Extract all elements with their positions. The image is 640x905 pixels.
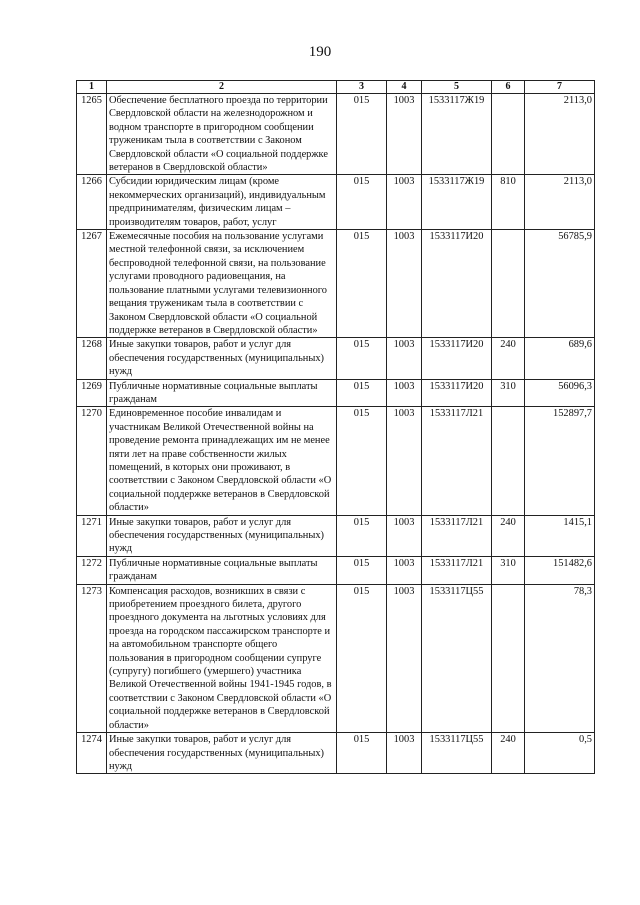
target-code: 1533117Ц55 (422, 584, 492, 732)
section-code: 1003 (387, 407, 422, 515)
expense-type-code: 240 (492, 733, 525, 774)
row-number: 1271 (77, 515, 107, 556)
admin-code: 015 (337, 379, 387, 407)
admin-code: 015 (337, 230, 387, 338)
row-name: Иные закупки товаров, работ и услуг для обеспечения государственных (муниципальных) нужд (107, 338, 337, 379)
amount: 56096,3 (525, 379, 595, 407)
target-code: 1533117Ж19 (422, 94, 492, 175)
header-cell: 5 (422, 81, 492, 94)
row-number: 1274 (77, 733, 107, 774)
target-code: 1533117И20 (422, 230, 492, 338)
section-code: 1003 (387, 556, 422, 584)
section-code: 1003 (387, 175, 422, 230)
header-cell: 2 (107, 81, 337, 94)
table-row (77, 515, 595, 556)
target-code: 1533117И20 (422, 338, 492, 379)
row-name: Публичные нормативные социальные выплаты гражданам (107, 379, 337, 407)
row-name: Ежемесячные пособия на пользование услугами местной телефонной связи, за исключением беспроводной телефонной связи, на пользование услугами проводного радиовещания, на пользование платными услугами телевизионного вещания труженикам тыла в соответствии с Законом Свердловской области «О социальной поддержке ветеранов в Свердловской области» (107, 230, 337, 338)
table-row (77, 230, 595, 338)
section-code: 1003 (387, 338, 422, 379)
row-name: Обеспечение бесплатного проезда по территории Свердловской области на железнодорожном и водном транспорте в пригородном сообщении труженикам тыла в соответствии с Законом Свердловской области «О социальной поддержке ветеранов в Свердловской области» (107, 94, 337, 175)
admin-code: 015 (337, 584, 387, 732)
row-number: 1265 (77, 94, 107, 175)
expense-type-code: 310 (492, 379, 525, 407)
admin-code: 015 (337, 407, 387, 515)
amount: 0,5 (525, 733, 595, 774)
admin-code: 015 (337, 733, 387, 774)
expense-type-code (492, 94, 525, 175)
table-row (77, 407, 595, 515)
section-code: 1003 (387, 515, 422, 556)
amount: 2113,0 (525, 94, 595, 175)
admin-code: 015 (337, 338, 387, 379)
header-cell: 4 (387, 81, 422, 94)
expense-type-code: 240 (492, 515, 525, 556)
row-name: Субсидии юридическим лицам (кроме некоммерческих организаций), индивидуальным предпринимателям, физическим лицам – производителям товаров, работ, услуг (107, 175, 337, 230)
table-row (77, 175, 595, 230)
row-number: 1267 (77, 230, 107, 338)
target-code: 1533117Л21 (422, 407, 492, 515)
row-name: Публичные нормативные социальные выплаты гражданам (107, 556, 337, 584)
page-number: 190 (308, 44, 332, 60)
header-cell: 1 (77, 81, 107, 94)
expense-type-code (492, 407, 525, 515)
row-name: Иные закупки товаров, работ и услуг для обеспечения государственных (муниципальных) нужд (107, 733, 337, 774)
section-code: 1003 (387, 379, 422, 407)
row-name: Единовременное пособие инвалидам и участникам Великой Отечественной войны на проведение ремонта принадлежащих им не менее пяти лет на праве собственности жилых помещений, в которых они проживают, в соответствии с Законом Свердловской области «О социальной поддержке ветеранов в Свердловской области» (107, 407, 337, 515)
row-number: 1272 (77, 556, 107, 584)
table-row (77, 338, 595, 379)
amount: 689,6 (525, 338, 595, 379)
row-number: 1269 (77, 379, 107, 407)
header-cell: 6 (492, 81, 525, 94)
expense-type-code: 310 (492, 556, 525, 584)
row-name: Иные закупки товаров, работ и услуг для обеспечения государственных (муниципальных) нужд (107, 515, 337, 556)
admin-code: 015 (337, 175, 387, 230)
section-code: 1003 (387, 230, 422, 338)
admin-code: 015 (337, 94, 387, 175)
budget-table (76, 80, 595, 774)
section-code: 1003 (387, 584, 422, 732)
row-number: 1270 (77, 407, 107, 515)
target-code: 1533117Л21 (422, 556, 492, 584)
table-row (77, 379, 595, 407)
target-code: 1533117Ж19 (422, 175, 492, 230)
section-code: 1003 (387, 733, 422, 774)
row-number: 1273 (77, 584, 107, 732)
admin-code: 015 (337, 556, 387, 584)
row-number: 1268 (77, 338, 107, 379)
table-row (77, 94, 595, 175)
table-row (77, 584, 595, 732)
amount: 152897,7 (525, 407, 595, 515)
header-cell: 7 (525, 81, 595, 94)
expense-type-code: 810 (492, 175, 525, 230)
amount: 151482,6 (525, 556, 595, 584)
target-code: 1533117И20 (422, 379, 492, 407)
amount: 78,3 (525, 584, 595, 732)
header-row (77, 81, 595, 94)
target-code: 1533117Ц55 (422, 733, 492, 774)
table-row (77, 733, 595, 774)
target-code: 1533117Л21 (422, 515, 492, 556)
row-name: Компенсация расходов, возникших в связи с приобретением проездного билета, другого проездного документа на льготных условиях для проезда на городском пассажирском транспорте и на автомобильном транспорте общего пользования в пригородном сообщении супруге (супругу) погибшего (умершего) участника Великой Отечественной войны 1941-1945 годов, в соответствии с Законом Свердловской области «О социальной поддержке ветеранов в Свердловской области» (107, 584, 337, 732)
table-row (77, 556, 595, 584)
row-number: 1266 (77, 175, 107, 230)
amount: 1415,1 (525, 515, 595, 556)
amount: 56785,9 (525, 230, 595, 338)
expense-type-code: 240 (492, 338, 525, 379)
header-cell: 3 (337, 81, 387, 94)
expense-type-code (492, 230, 525, 338)
amount: 2113,0 (525, 175, 595, 230)
admin-code: 015 (337, 515, 387, 556)
expense-type-code (492, 584, 525, 732)
section-code: 1003 (387, 94, 422, 175)
